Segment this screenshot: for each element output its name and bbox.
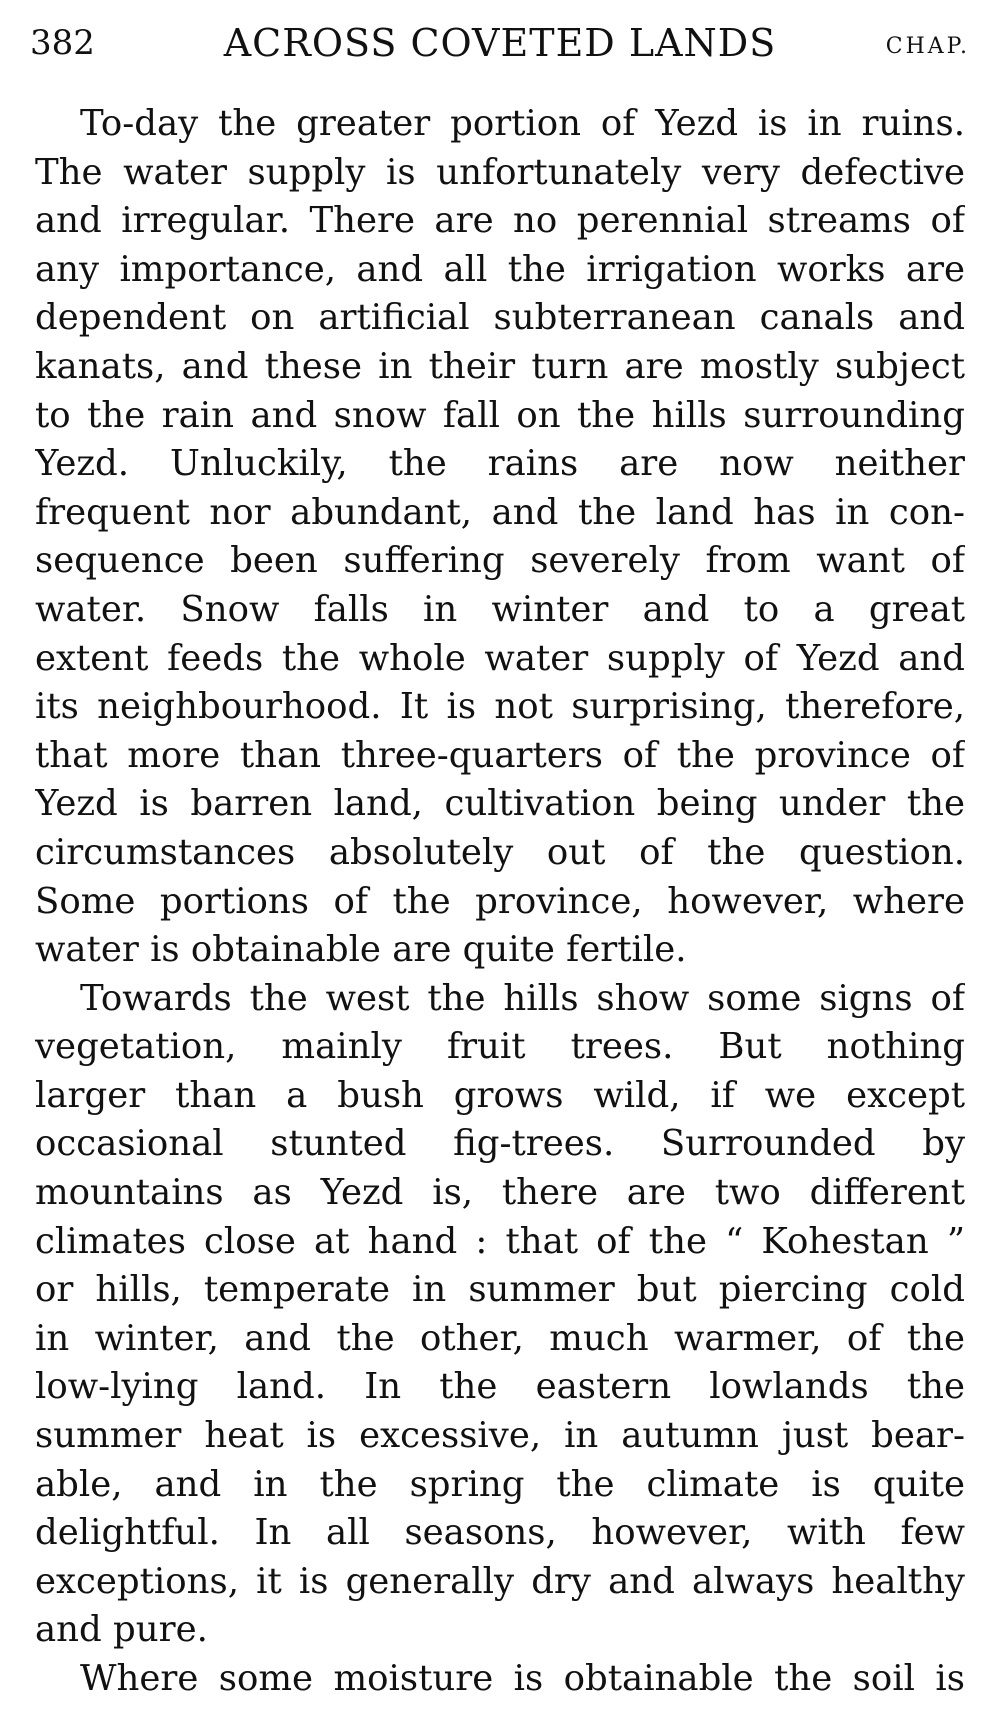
text-line: able, and in the spring the climate is quite xyxy=(35,1463,965,1505)
text-line: Where some moisture is obtainable the soil is xyxy=(80,1658,965,1699)
book-title: ACROSS COVETED LANDS xyxy=(223,21,777,65)
text-line: mountains as Yezd is, there are two different xyxy=(35,1172,965,1214)
text-line: that more than three-quarters of the province of xyxy=(35,734,965,776)
text-line: climates close at hand : that of the “ Kohestan ” xyxy=(35,1220,965,1262)
text-line: low-lying land. In the eastern lowlands the xyxy=(35,1366,965,1408)
text-line: and pure. xyxy=(35,1609,208,1651)
text-line: The water supply is unfortunately very defective xyxy=(35,151,965,193)
text-line: vegetation, mainly fruit trees. But nothing xyxy=(35,1026,965,1068)
text-line: exceptions, it is generally dry and always healthy xyxy=(35,1560,965,1602)
text-line: its neighbourhood. It is not surprising, therefore, xyxy=(35,686,965,728)
text-line: sequence been suffering severely from want of xyxy=(35,540,965,582)
text-line: water is obtainable are quite fertile. xyxy=(35,929,687,971)
chapter-label: CHAP. xyxy=(885,34,970,59)
text-line: To-day the greater portion of Yezd is in ruins. xyxy=(80,103,965,144)
text-line: kanats, and these in their turn are mostly subject xyxy=(35,345,965,387)
text-line: delightful. In all seasons, however, with few xyxy=(35,1512,965,1554)
text-line: occasional stunted fig-trees. Surrounded by xyxy=(35,1123,965,1165)
text-line: summer heat is excessive, in autumn just bear- xyxy=(35,1415,965,1457)
text-line: or hills, temperate in summer but piercing cold xyxy=(35,1269,965,1311)
text-line: frequent nor abundant, and the land has in con- xyxy=(35,491,965,533)
text-line: dependent on artificial subterranean canals and xyxy=(35,297,965,339)
text-line: circumstances absolutely out of the question. xyxy=(35,831,965,873)
text-line: to the rain and snow fall on the hills surrounding xyxy=(35,394,965,436)
text-line: Some portions of the province, however, where xyxy=(35,880,965,922)
text-line: extent feeds the whole water supply of Yezd and xyxy=(35,637,965,679)
text-line: Yezd is barren land, cultivation being under the xyxy=(35,783,965,825)
text-line: larger than a bush grows wild, if we except xyxy=(35,1074,965,1116)
body-text xyxy=(35,100,965,1704)
text-line: any importance, and all the irrigation works are xyxy=(35,248,965,290)
running-header xyxy=(30,18,970,78)
page-number: 382 xyxy=(30,23,95,63)
text-line: water. Snow falls in winter and to a great xyxy=(35,588,965,630)
text-line: and irregular. There are no perennial streams of xyxy=(35,200,965,242)
text-line: Yezd. Unluckily, the rains are now neither xyxy=(35,443,965,485)
text-line: in winter, and the other, much warmer, of the xyxy=(35,1317,965,1359)
text-line: Towards the west the hills show some signs of xyxy=(80,977,965,1019)
